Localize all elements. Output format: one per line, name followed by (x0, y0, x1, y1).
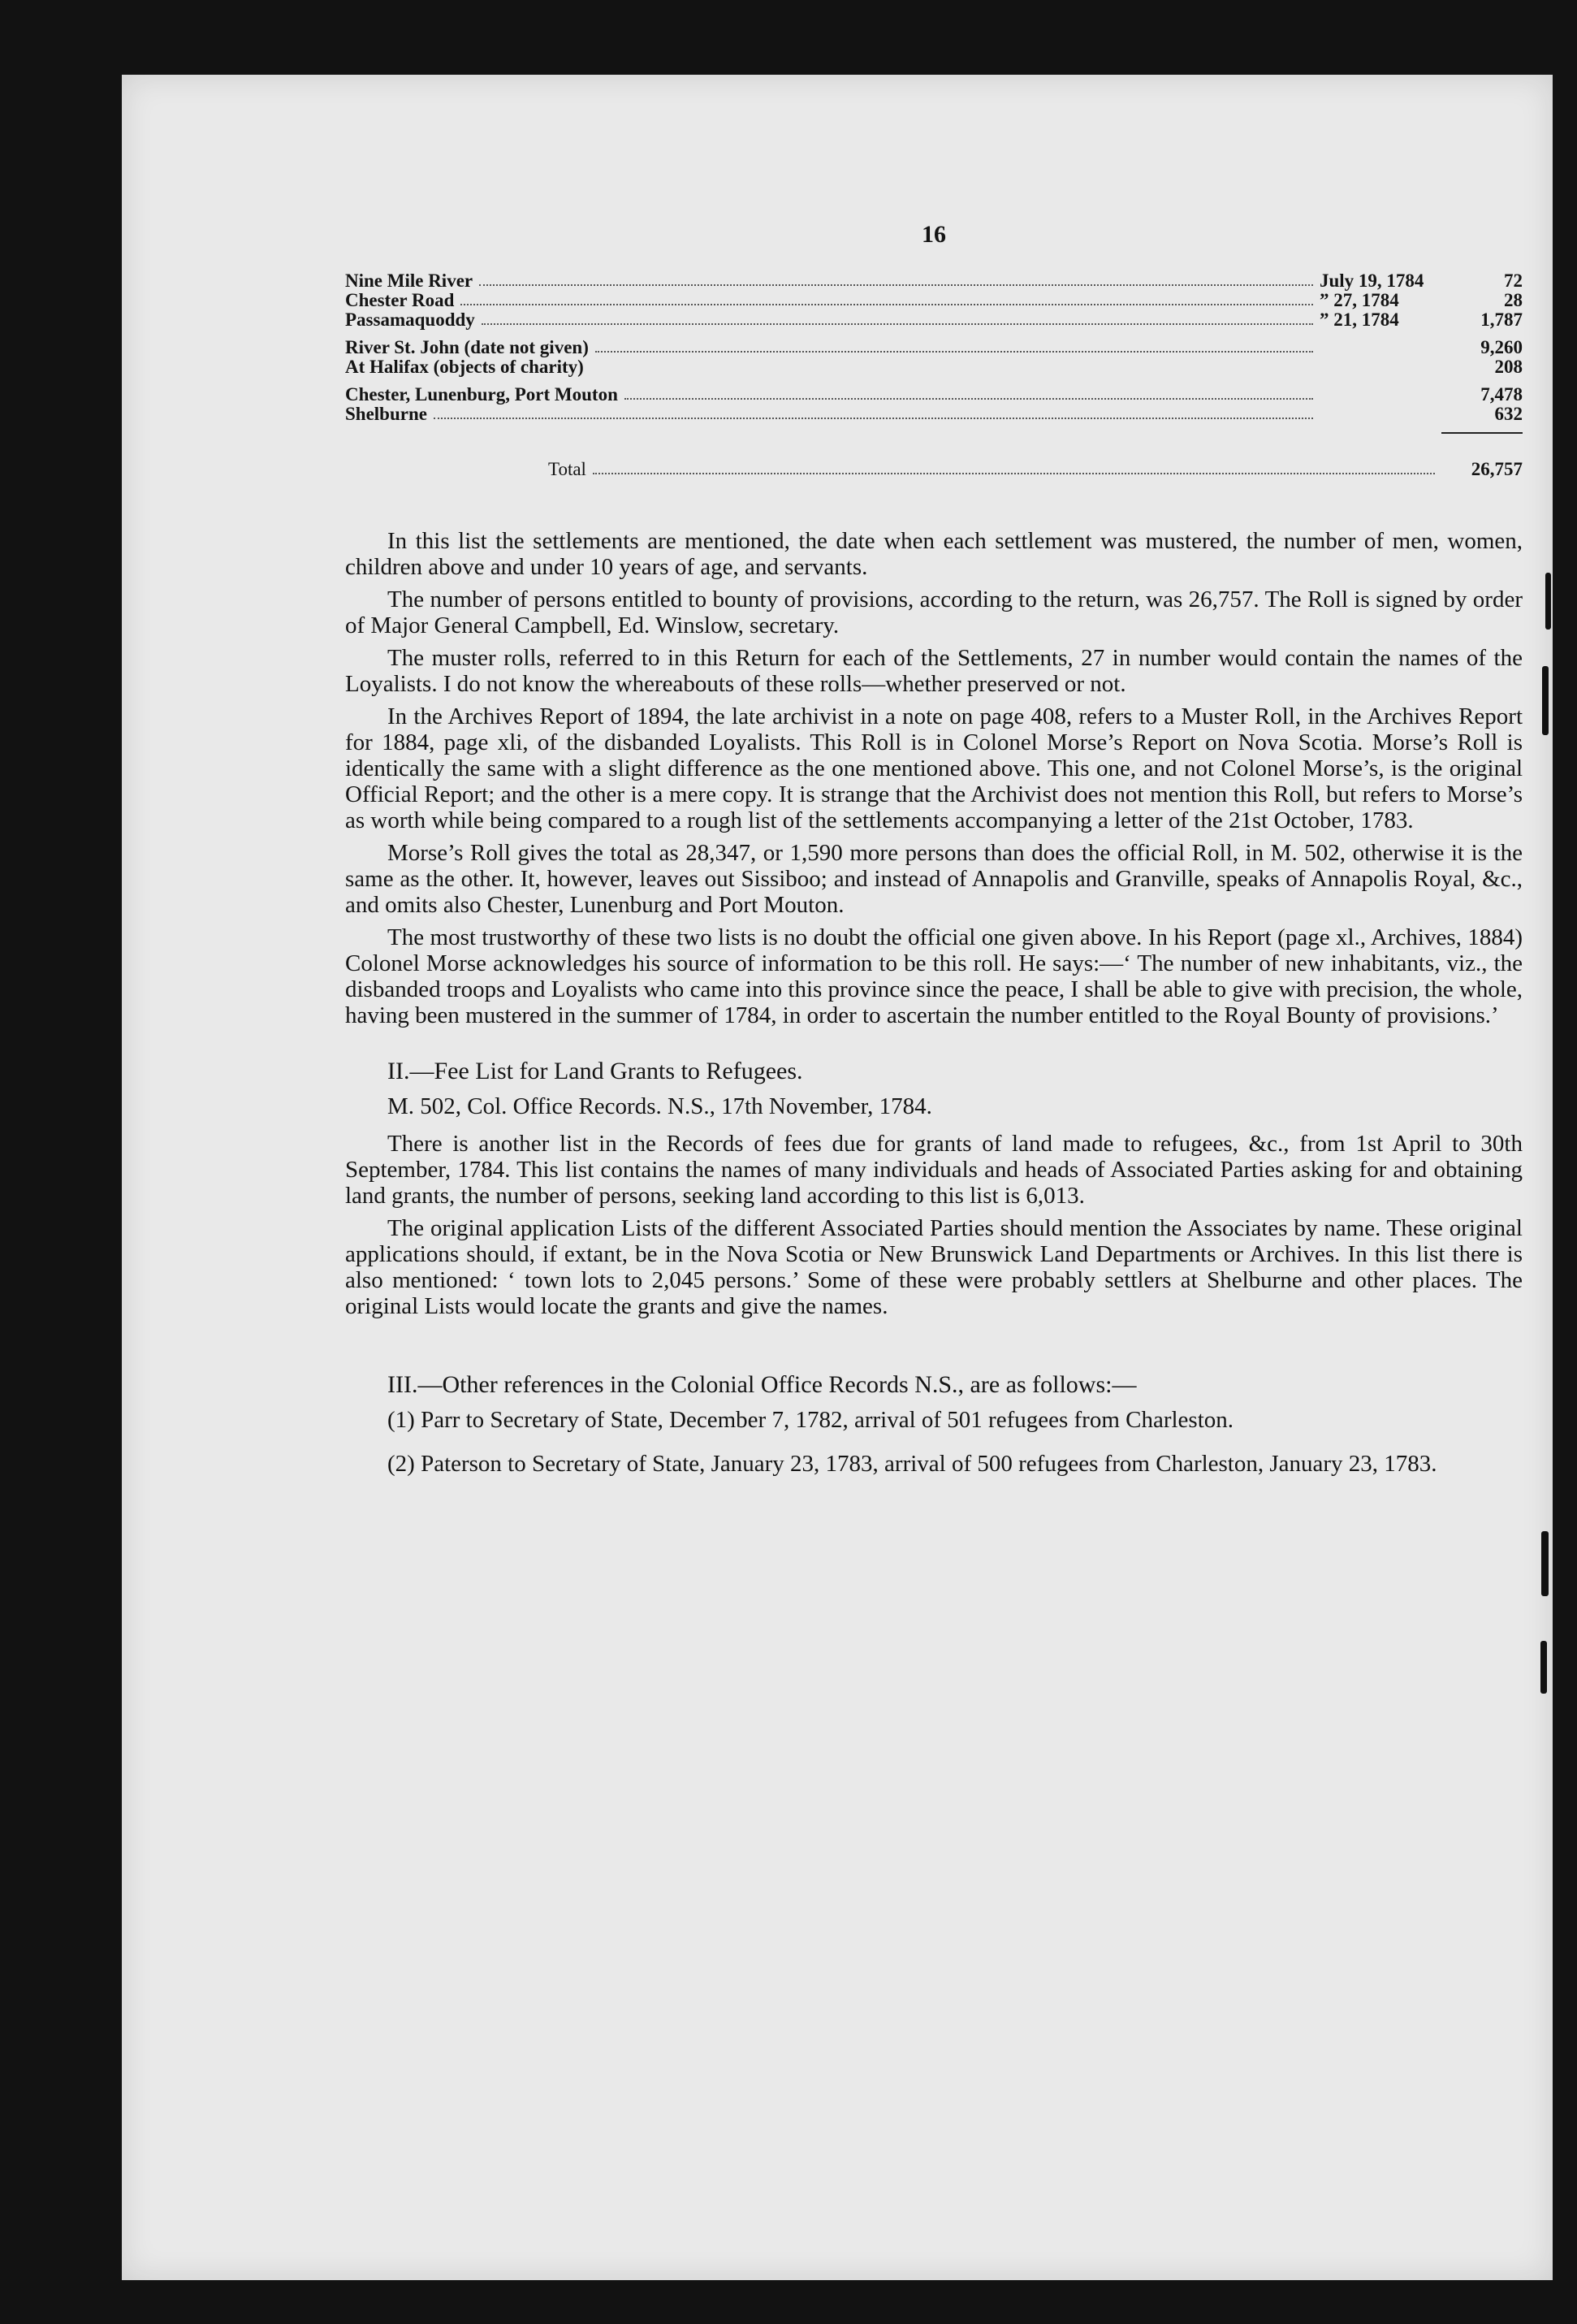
total-row (345, 460, 1523, 479)
page-content (345, 221, 1523, 1477)
section-subheading: M. 502, Col. Office Records. N.S., 17th November, 1784. (387, 1093, 932, 1119)
settlement-name: Chester Road (345, 290, 455, 310)
paragraph: In this list the settlements are mentioned, the date when each settlement was mustered, the number of men, women, children above and under 10 years of age, and servants. (345, 528, 1523, 580)
table-row (345, 291, 1523, 310)
muster-date: July 19, 1784 (1320, 270, 1424, 291)
settlement-count: 632 (1494, 404, 1523, 424)
dot-leader (460, 304, 1313, 305)
paragraph: The number of persons entitled to bounty of provisions, according to the return, was 26,757. The Roll is signed by order of Major General Campbell, Ed. Winslow, secretary. (345, 586, 1523, 638)
settlement-name: Shelburne (345, 404, 427, 424)
settlement-name: Chester, Lunenburg, Port Mouton (345, 384, 618, 405)
total-label: Total (548, 459, 586, 479)
table-row (345, 310, 1523, 330)
dot-leader (595, 351, 1313, 353)
dot-leader (624, 398, 1313, 400)
settlement-count: 9,260 (1480, 337, 1523, 357)
document-page (122, 75, 1553, 2280)
paragraph: The original application Lists of the different Associated Parties should mention the Associates by name. These original applications should, if extant, be in the Nova Scotia or New Brunswick Land Departments or Archives. In this list there is also mentioned: ‘ town lots to 2,045 persons.’ Some of these were probably settlers at Shelburne and other places. The original Lists would locate the grants and give the names. (345, 1215, 1523, 1319)
paragraph: The most trustworthy of these two lists is no doubt the official one given above. In his Report (page xl., Archives, 1884) Colonel Morse acknowledges his source of information to be this roll. He says:—‘ The number of new inhabitants, viz., the disbanded troops and Loyalists who came into this province since the peace, I shall be able to give with precision, the whole, having been mustered in the summer of 1784, in order to ascertain the number entitled to the Royal Bounty of provisions.’ (345, 924, 1523, 1028)
settlement-count: 208 (1494, 357, 1523, 377)
margin-ink-mark (1542, 666, 1549, 735)
dot-leader (593, 473, 1435, 474)
dot-leader (479, 284, 1313, 286)
muster-date: ” 27, 1784 (1320, 290, 1399, 310)
settlement-count: 72 (1504, 270, 1523, 291)
settlement-count: 7,478 (1480, 384, 1523, 405)
margin-ink-mark (1545, 573, 1551, 630)
table-row (345, 271, 1523, 291)
dot-leader (434, 418, 1313, 419)
dot-leader (482, 323, 1313, 325)
settlement-count: 1,787 (1480, 309, 1523, 330)
section-heading: III.—Other references in the Colonial Office Records N.S., are as follows:— (387, 1371, 1137, 1398)
section-heading: II.—Fee List for Land Grants to Refugees. (387, 1058, 803, 1084)
settlement-name: River St. John (date not given) (345, 337, 589, 357)
table-row (345, 357, 1523, 377)
paragraph: There is another list in the Records of fees due for grants of land made to refugees, &c., from 1st April to 30th September, 1784. This list contains the names of many individuals and heads of Associated Parties asking for and obtaining land grants, the number of persons, seeking land according to this list is 6,013. (345, 1131, 1523, 1209)
paragraph: The muster rolls, referred to in this Return for each of the Settlements, 27 in number would contain the names of the Loyalists. I do not know the whereabouts of these rolls—whether preserved or not. (345, 645, 1523, 697)
settlement-name: At Halifax (objects of charity) (345, 357, 584, 377)
paragraph: In the Archives Report of 1894, the late archivist in a note on page 408, refers to a Muster Roll, in the Archives Report for 1884, page xli, of the disbanded Loyalists. This Roll is in Colonel Morse’s Report on Nova Scotia. Morse’s Roll is identically the same with a slight difference as the one mentioned above. This one, and not Colonel Morse’s, is the original Official Report; and the other is a mere copy. It is strange that the Archivist does not mention this Roll, but refers to Morse’s as worth while being compared to a rough list of the settlements accompanying a letter of the 21st October, 1783. (345, 703, 1523, 833)
page-number: 16 (922, 221, 946, 248)
margin-ink-mark (1541, 1531, 1549, 1596)
settlement-name: Nine Mile River (345, 270, 473, 291)
table-row (345, 385, 1523, 405)
settlement-name: Passamaquoddy (345, 309, 475, 330)
settlements-table (345, 271, 1523, 479)
settlement-count: 28 (1504, 290, 1523, 310)
reference-item: (2) Paterson to Secretary of State, January 23, 1783, arrival of 500 refugees from Charleston, January 23, 1783. (387, 1451, 1437, 1477)
paragraph: Morse’s Roll gives the total as 28,347, or 1,590 more persons than does the official Roll, in M. 502, otherwise it is the same as the other. It, however, leaves out Sissiboo; and instead of Annapolis and Granville, speaks of Annapolis Royal, &c., and omits also Chester, Lunenburg and Port Mouton. (345, 840, 1523, 918)
total-rule (1441, 432, 1523, 434)
reference-item: (1) Parr to Secretary of State, December 7, 1782, arrival of 501 refugees from Charleston. (387, 1407, 1234, 1433)
margin-ink-mark (1540, 1641, 1547, 1694)
table-row (345, 338, 1523, 357)
total-count: 26,757 (1471, 459, 1523, 479)
muster-date: ” 21, 1784 (1320, 309, 1399, 330)
table-row (345, 405, 1523, 424)
